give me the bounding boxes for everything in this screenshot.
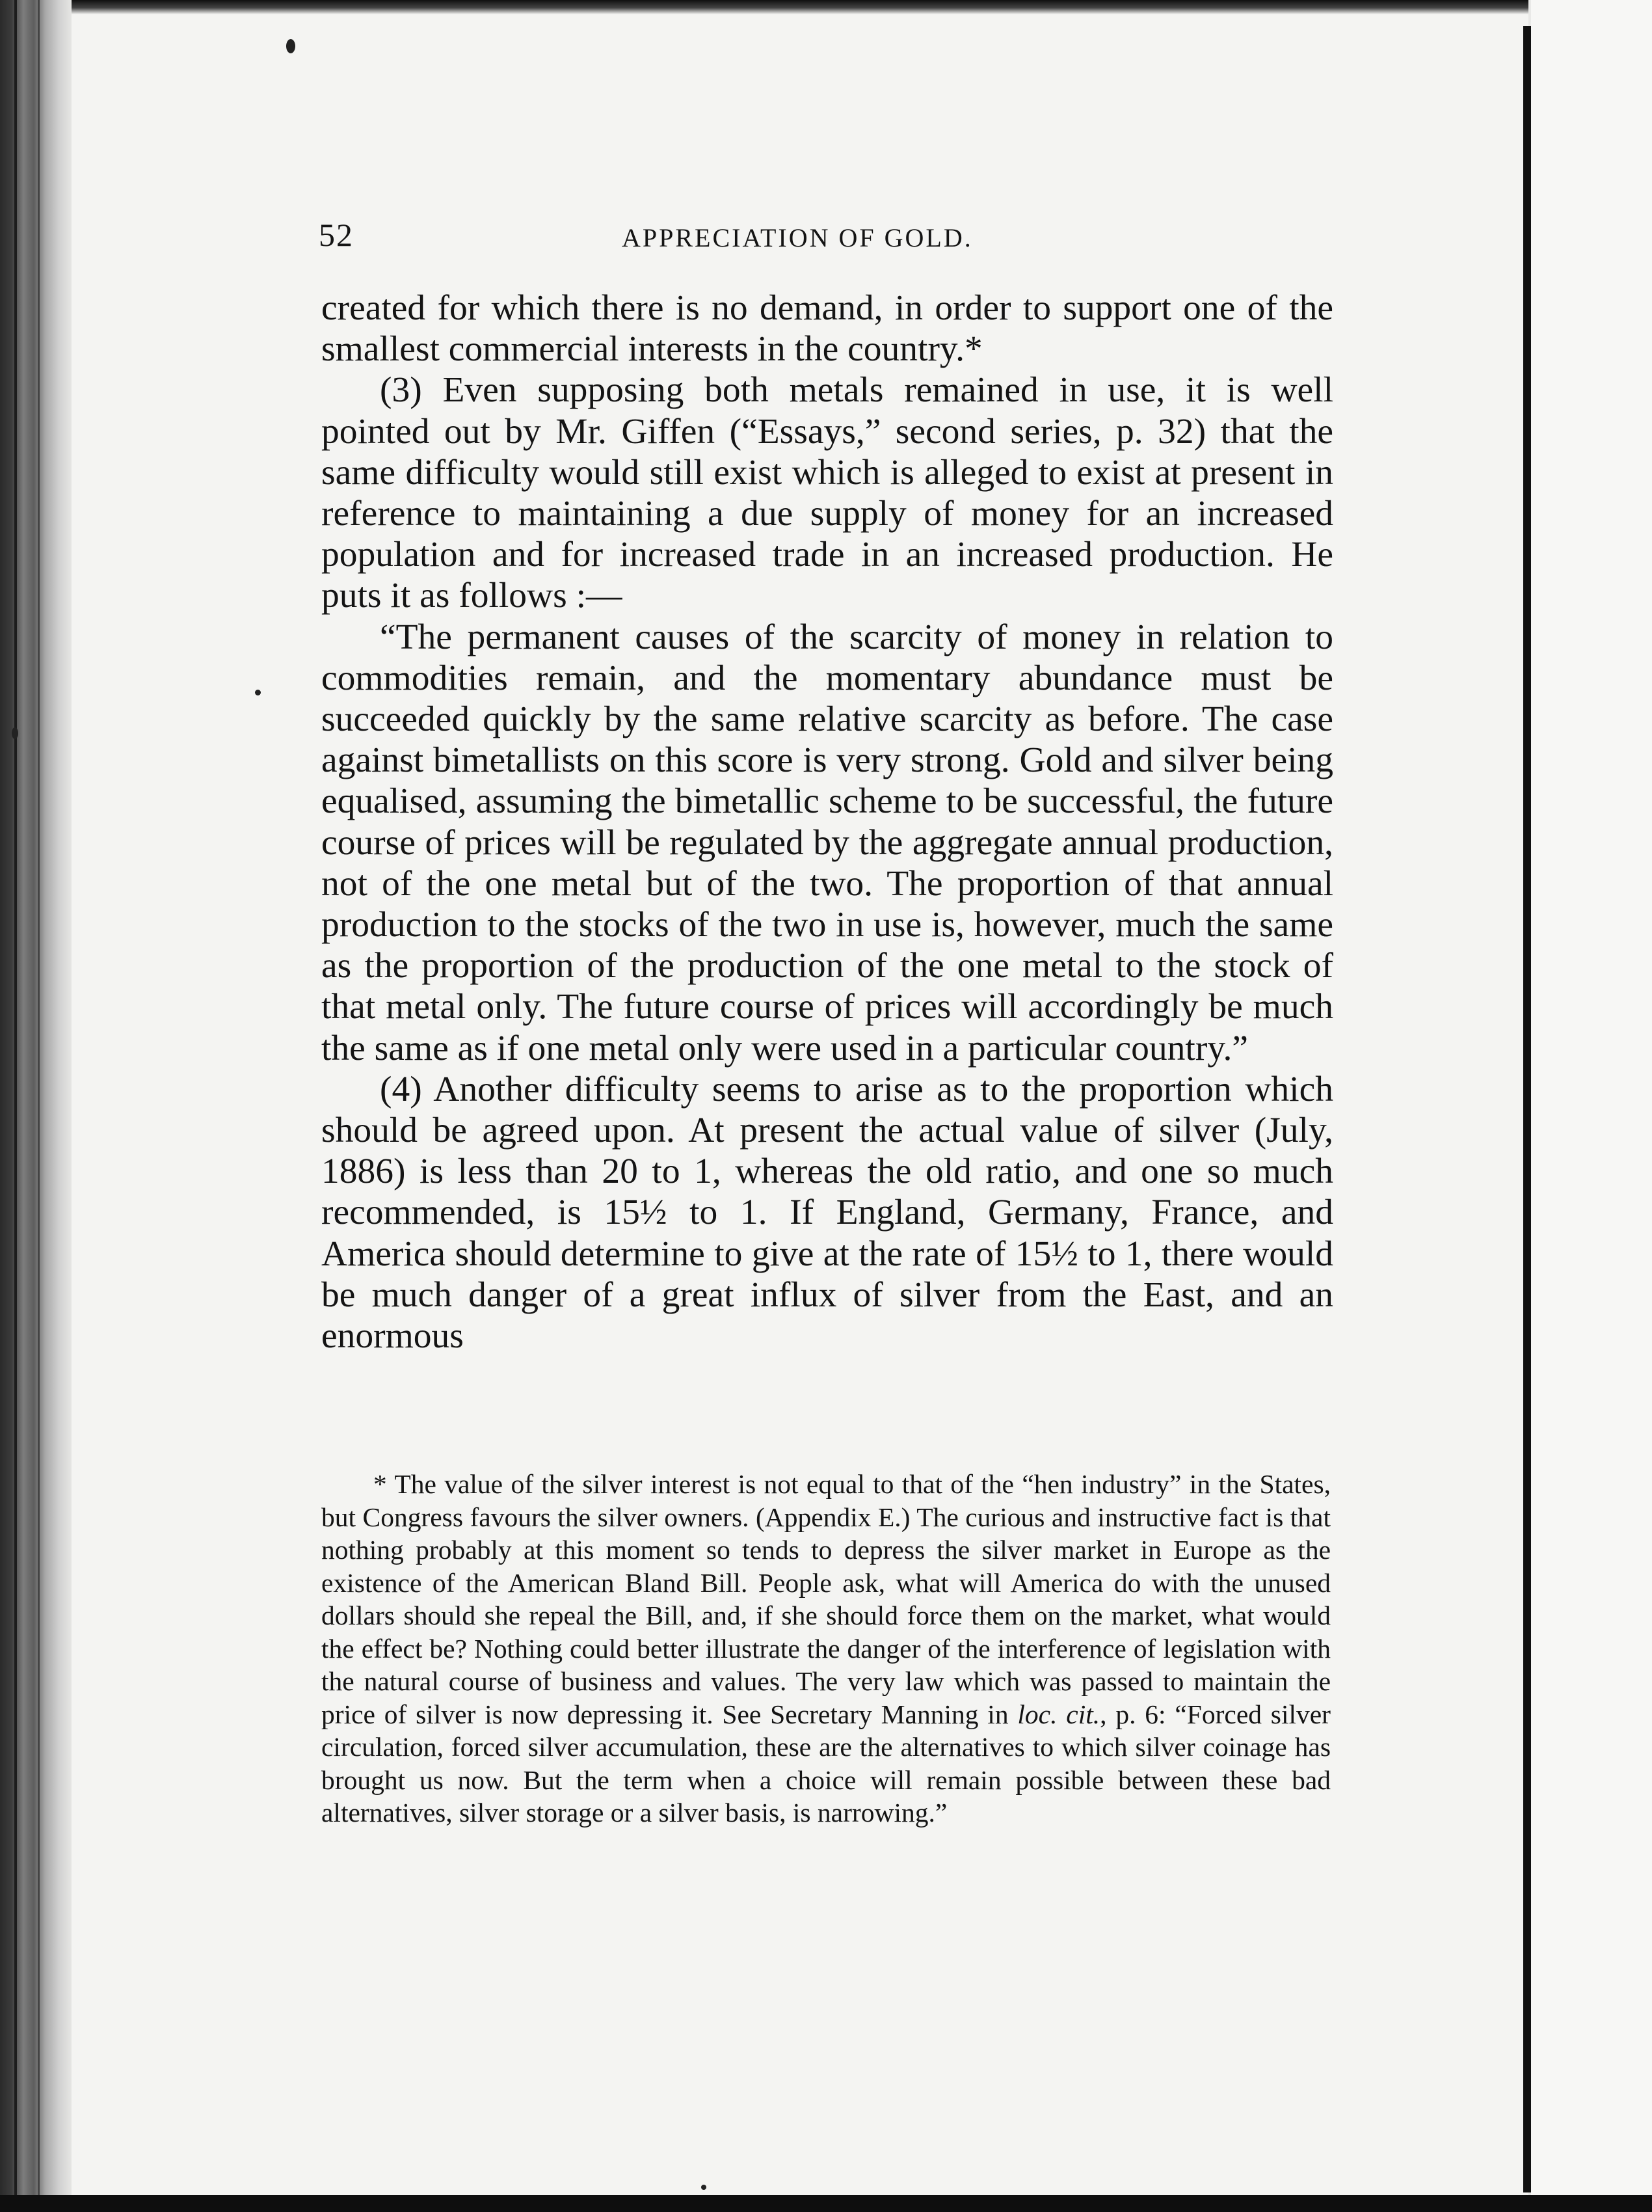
footnote-text-part: * The value of the silver interest is not equal to that of the “hen industry” in the States, but Congress favours the silver owners. (Appendix E.) The curious and instructive fact is that nothing probably at this moment so tends to depress the silver market in Europe as the existence of the American Bland Bill. People ask, what will America do with the unused dollars should she repeal the Bill, and, if she should force them on the market, what would the effect be? Nothing could better illustrate the danger of the interference of legislation with the natural course of business and values. The very law which was passed to maintain the price of silver is now depressing it. See Secretary Manning in [321,1469,1331,1729]
footnote-text-part: , p. 6: “Forced silver circulation, forced silver accumulation, these are the alternatives to which silver coinage has brought us now. But the term when a choice will remain possible between these bad alternatives, silver storage or a silver basis, is narrowing.” [321,1699,1331,1828]
page-number: 52 [319,217,354,253]
scan-speck [12,727,18,739]
page-top-edge [72,0,1528,14]
footnote-italic-citation: loc. cit. [1017,1699,1100,1729]
binding-line [14,0,17,2212]
facing-page-edge [1531,0,1652,2212]
paragraph: created for which there is no demand, in order to support one of the smallest commercial interests in the country.* [321,288,1333,370]
book-binding-gutter [0,0,72,2212]
footnote [321,1468,1331,1829]
binding-line [38,0,40,2212]
page-fold [1523,26,1531,2192]
paragraph: (3) Even supposing both metals remained in use, it is well pointed out by Mr. Giffen (“Essays,” second series, p. 32) that the same difficulty would still exist which is alleged to exist at present in reference to maintaining a due supply of money for an increased population and for increased trade in an increased production. He puts it as follows :— [321,370,1333,616]
running-title: APPRECIATION OF GOLD. [622,223,973,252]
main-text [321,288,1333,1356]
page-header [319,216,1333,255]
quoted-paragraph: “The permanent causes of the scarcity of money in relation to commodities remain, and the momentary abundance must be succeeded quickly by the same relative scarcity as before. The case against bimetallists on this score is very strong. Gold and silver being equalised, assuming the bimetallic scheme to be successful, the future course of prices will be regulated by the aggregate annual production, not of the one metal but of the two. The proportion of that annual production to the stocks of the two in use is, however, much the same as the proportion of the production of the one metal to the stock of that metal only. The future course of prices will accordingly be much the same as if one metal only were used in a particular country.” [321,617,1333,1068]
page-bottom-edge [0,2195,1652,2212]
scan-speck [701,2185,706,2190]
scan-speck [255,690,261,695]
paragraph: (4) Another difficulty seems to arise as to the proportion which should be agreed upon. At present the actual value of silver (July, 1886) is less than 20 to 1, whereas the old ratio, and one so much recommended, is 15½ to 1. If England, Germany, France, and America should determine to give at the rate of 15½ to 1, there would be much danger of a great influx of silver from the East, and an enormous [321,1069,1333,1356]
scan-speck [286,39,295,53]
footnote-text [321,1468,1331,1829]
